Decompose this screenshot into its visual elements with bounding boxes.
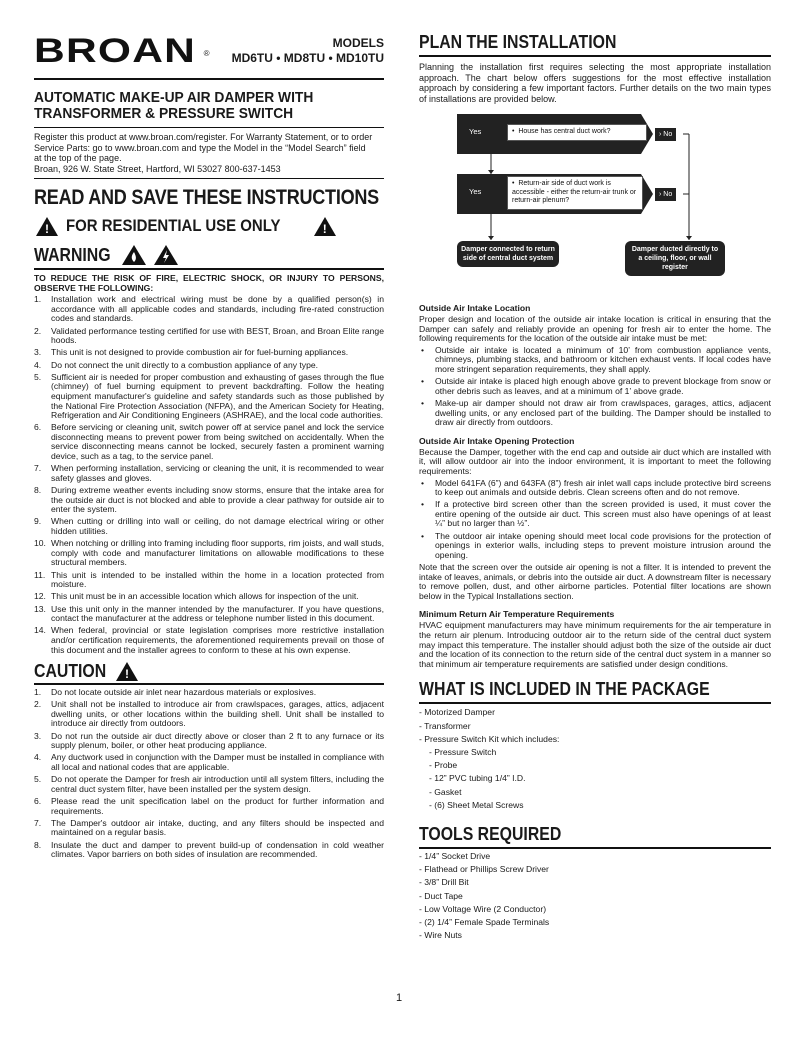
electric-shock-icon: [153, 244, 179, 266]
intake-protection-body: Because the Damper, together with the end cap and outside air duct which are installed with it, will allow outdoor air into the indoor environment, it is important to meet the following requirements:: [419, 446, 771, 476]
item-number: 7.: [34, 463, 42, 474]
item-text: Validated performance testing certified for use with BEST, Broan, and Broan Elite range hoods.: [51, 325, 384, 346]
models-list: MD6TU • MD8TU • MD10TU: [231, 51, 384, 65]
list-item: - Pressure Switch: [429, 746, 497, 757]
header: [34, 32, 384, 72]
tools-list: [419, 850, 771, 942]
logo-text: BROAN: [34, 32, 197, 70]
item-number: 6.: [34, 422, 42, 433]
intake-location-title: Outside Air Intake Location: [419, 303, 531, 313]
item-number: 14.: [34, 625, 46, 636]
installation-flowchart: [419, 112, 771, 302]
item-number: 3.: [34, 730, 42, 741]
item-number: 4.: [34, 359, 42, 370]
flow-result-direct-register: Damper ducted directly to a ceiling, floor, or wall register: [625, 241, 725, 276]
list-item: [34, 797, 384, 816]
list-item: [34, 626, 384, 655]
item-number: 9.: [34, 516, 42, 527]
list-item: [34, 464, 384, 483]
register-info: [34, 132, 384, 174]
item-text: When federal, provincial or state legislation comprises more restrictive installation and/or certification requirements, the aforementioned requirements prevail on those of this document and the installer agrees to conform to these at his own expense.: [51, 625, 384, 655]
intake-protection-note: Note that the screen over the outside air opening is not a filter. It is intended to prevent the intake of leaves, animals, or debris into the outside air duct. A downstream filter is necessary to remove pollen, dust, and other airborne particles. Potential filter locations are shown below in the Typical Installations section.: [419, 562, 771, 601]
models-block: [232, 36, 384, 66]
package-list: [419, 706, 771, 812]
list-item: - Pressure Switch Kit which includes:: [419, 733, 560, 744]
list-item: - Motorized Damper: [419, 707, 495, 718]
flow-question-1-text: House has central duct work?: [518, 128, 611, 135]
list-item: [34, 732, 384, 751]
item-number: 6.: [34, 796, 42, 806]
warning-rule: [34, 268, 384, 270]
item-text: Before servicing or cleaning unit, switch power off at service panel and lock the service disconnecting means to prevent power from being switched on accidentally. When the service disconnecting means cannot be locked, securely fasten a prominent warning device, such as a tag, to the service panel.: [51, 422, 384, 462]
list-item: - Duct Tape: [419, 890, 463, 901]
list-item: - (6) Sheet Metal Screws: [429, 799, 524, 810]
flow-no-2: › No: [655, 188, 676, 201]
plan-title: PLAN THE INSTALLATION: [419, 32, 617, 52]
list-item: [34, 775, 384, 794]
flow-no-1: › No: [655, 128, 676, 141]
flow-yes-2: Yes: [469, 187, 482, 196]
logo-mark: ®: [203, 48, 210, 58]
register-line3: at the top of the page.: [34, 153, 122, 163]
divider: [34, 178, 384, 179]
list-item: [34, 295, 384, 324]
list-item: [34, 592, 384, 602]
brand-logo: [34, 34, 210, 68]
caution-rule: [34, 683, 384, 685]
item-text: Use this unit only in the manner intended by the manufacturer. If you have questions, contact the manufacturer at the address or telephone number listed in this document.: [51, 603, 384, 624]
right-column: [419, 32, 771, 942]
list-item: [34, 348, 384, 358]
item-text: When cutting or drilling into wall or ceiling, do not damage electrical wiring or other hidden utilities.: [51, 516, 384, 536]
flow-no-1-text: No: [663, 131, 673, 138]
item-text: Insulate the duct and damper to prevent build-up of condensation in cold weather climates. Vapor barriers on both sides of insulation are recommended.: [51, 839, 384, 860]
list-item: [34, 327, 384, 346]
read-save-heading: READ AND SAVE THESE INSTRUCTIONS: [34, 186, 379, 209]
item-text: Do not run the outside air duct directly above or closer than 2 ft to any furnace or its supply plenum, boiler, or other heat producing appliance.: [51, 730, 384, 751]
intake-protection-list: [419, 479, 771, 561]
bullet-item: • Model 641FA (6”) and 643FA (8”) fresh air inlet wall caps include protective bird screens to keep out animals and outside debris. Clean screens often and do not remove.: [419, 479, 771, 498]
item-text: Please read the unit specification label on the product for further information and requirements.: [51, 796, 384, 816]
left-column: [34, 32, 384, 862]
residential-heading: FOR RESIDENTIAL USE ONLY: [66, 216, 281, 235]
item-number: 5.: [34, 774, 42, 785]
list-item: [34, 753, 384, 772]
item-text: The Damper's outdoor air intake, ducting, and any filters should be inspected and maintained on a regular basis.: [51, 817, 384, 838]
package-rule: [419, 702, 771, 704]
warning-triangle-icon: [116, 662, 138, 681]
item-text: Do not locate outside air inlet near hazardous materials or explosives.: [51, 687, 317, 698]
return-temp-title: Minimum Return Air Temperature Requirements: [419, 609, 615, 620]
warning-header: [34, 244, 384, 266]
bullet-item: • If a protective bird screen other than the screen provided is used, it must cover the entire opening of the outside air duct. This screen must also have openings of at least ¼” but no larger than ½”.: [419, 500, 771, 529]
tools-title: TOOLS REQUIRED: [419, 824, 562, 844]
return-temp-body: HVAC equipment manufacturers may have minimum requirements for the air temperature in the return air plenum. Introducing outdoor air to the return side of the central duct system may impact this temperature. The installer should adjust both the size of the outside air duct and the location of its connection to the return side of the central duct system in a manner so that minimum air temperature requirements are satisfied under design conditions.: [419, 620, 771, 669]
list-item: [34, 486, 384, 515]
item-text: Installation work and electrical wiring must be done by a qualified person(s) in accordance with all applicable codes and standards, including fire-rated construction codes and standards.: [51, 294, 384, 324]
intake-location-body: Proper design and location of the outside air intake location is critical in ensuring that the Damper can safely and reliably provide an opening for fresh air to enter the home. The following requirements for the location of the outside air intake must be met:: [419, 314, 771, 344]
plan-intro: Planning the installation first requires selecting the most appropriate installation approach. The chart below offers suggestions for the most effective installation approach by considering a few important factors. Further details on the two main types of installations are provided below.: [419, 62, 771, 104]
register-line1: Register this product at www.broan.com/register. For Warranty Statement, or to order: [34, 132, 373, 142]
warning-triangle-icon: [36, 217, 58, 236]
list-item: [34, 819, 384, 838]
item-text: Sufficient air is needed for proper combustion and exhausting of gases through the flue (chimney) of fuel burning equipment to prevent backdrafting. Follow the heating equipment manufacturer's guideline and safety standards such as those published by the National Fire Protection Association (NFPA), and the American Society for Heating, Refrigeration and Air Conditioning Engineers (ASHRAE), and the local code authorities.: [51, 371, 384, 421]
item-number: 2.: [34, 325, 42, 336]
list-item: [34, 423, 384, 461]
item-number: 12.: [34, 591, 46, 602]
list-item: [34, 373, 384, 421]
package-title: WHAT IS INCLUDED IN THE PACKAGE: [419, 679, 710, 700]
list-item: - Wire Nuts: [419, 930, 462, 941]
list-item: - 3/8” Drill Bit: [419, 877, 469, 888]
list-item: [34, 539, 384, 568]
list-item: [34, 841, 384, 860]
list-item: - 12” PVC tubing 1/4” I.D.: [429, 773, 526, 784]
models-label: MODELS: [332, 36, 384, 50]
flow-no-2-text: No: [663, 191, 673, 198]
item-number: 13.: [34, 603, 46, 614]
item-text: This unit is not designed to provide combustion air for fuel-burning appliances.: [51, 347, 349, 358]
flow-result-return-side: Damper connected to return side of central duct system: [457, 241, 559, 267]
caution-list: [34, 688, 384, 860]
product-title-line2: TRANSFORMER & PRESSURE SWITCH: [34, 105, 294, 122]
warning-list: [34, 295, 384, 655]
list-item: - (2) 1/4” Female Spade Terminals: [419, 917, 550, 928]
flow-question-2: • Return-air side of duct work is accessible - either the return-air trunk or return-air plenum?: [507, 176, 643, 210]
item-number: 3.: [34, 347, 42, 358]
item-number: 1.: [34, 687, 42, 698]
item-number: 4.: [34, 752, 42, 763]
list-item: - Low Voltage Wire (2 Conductor): [419, 903, 547, 914]
register-address: Broan, 926 W. State Street, Hartford, WI 53027 800-637-1453: [34, 163, 281, 174]
item-text: Do not operate the Damper for fresh air introduction until all system filters, including the central duct system filter, have been installed per the system design.: [51, 774, 384, 794]
list-item: [34, 571, 384, 590]
bullet-item: • Outside air intake is located a minimum of 10’ from combustion appliance vents, chimneys, plumbing stacks, and bathroom or kitchen exhaust vents. If local codes have more stringent separation requirements, they shall apply.: [419, 346, 771, 375]
page-number: 1: [396, 992, 403, 1004]
item-number: 8.: [34, 485, 42, 496]
flow-question-2-text: Return-air side of duct work is accessible - either the return-air trunk or return-air plenum?: [512, 180, 637, 204]
item-number: 1.: [34, 294, 42, 305]
list-item: - 1/4” Socket Drive: [419, 851, 491, 861]
item-text: This unit must be in an accessible location which allows for inspection of the unit.: [51, 591, 359, 602]
flow-yes-1: Yes: [469, 127, 482, 136]
list-item: [34, 688, 384, 698]
bullet-item: • The outdoor air intake opening should meet local code provisions for the protection of openings in exterior walls, including steps to prevent moisture intrusion around the opening.: [419, 532, 771, 561]
item-number: 2.: [34, 699, 42, 710]
intake-protection-title: Outside Air Intake Opening Protection: [419, 435, 575, 446]
item-text: Do not connect the unit directly to a combustion appliance of any type.: [51, 359, 319, 370]
list-item: [34, 605, 384, 624]
register-line2: Service Parts: go to www.broan.com and type the Model in the “Model Search” field: [34, 142, 366, 153]
divider: [34, 127, 384, 128]
product-title-line1: AUTOMATIC MAKE-UP AIR DAMPER WITH: [34, 89, 314, 106]
fire-icon: [121, 244, 147, 266]
item-text: Any ductwork used in conjunction with the Damper must be installed in compliance with all local and national codes that are applicable.: [51, 752, 384, 773]
caution-title: CAUTION: [34, 661, 107, 682]
item-number: 10.: [34, 538, 46, 549]
list-item: [34, 517, 384, 536]
item-text: When notching or drilling into framing including floor supports, rim joists, and wall studs, comply with code and manufacturer limitations on allowable modifications to these structural members.: [51, 538, 384, 568]
product-title: [34, 90, 356, 122]
warning-intro: TO REDUCE THE RISK OF FIRE, ELECTRIC SHOCK, OR INJURY TO PERSONS, OBSERVE THE FOLLOWING:: [34, 273, 384, 293]
header-rule: [34, 78, 384, 80]
item-number: 7.: [34, 817, 42, 828]
item-text: Unit shall not be installed to introduce air from crawlspaces, garages, attics, adjacent dwelling units, or other locations within the building shell. Unit shall be installed to introduce air directly from outdoors.: [51, 699, 384, 729]
residential-banner: [34, 216, 384, 236]
tools-rule: [419, 847, 771, 849]
list-item: - Probe: [429, 760, 458, 771]
bullet-item: • Outside air intake is placed high enough above grade to prevent blockage from snow or other debris such as leaves, and at a minimum of 1’ above grade.: [419, 377, 771, 396]
list-item: - Transformer: [419, 720, 471, 731]
list-item: - Gasket: [429, 786, 462, 797]
caution-header: [34, 661, 384, 681]
plan-rule: [419, 55, 771, 57]
list-item: [34, 700, 384, 729]
item-text: This unit is intended to be installed within the home in a location protected from moisture.: [51, 569, 384, 590]
item-number: 5.: [34, 371, 42, 382]
intake-location-list: [419, 346, 771, 428]
warning-triangle-icon: [314, 217, 336, 236]
warning-title: WARNING: [34, 245, 111, 265]
list-item: - Flathead or Phillips Screw Driver: [419, 864, 549, 875]
bullet-item: • Make-up air damper should not draw air from crawlspaces, garages, attics, adjacent dwelling units, or any enclosed part of the building. The Damper should be installed to draw air directly from outdoors.: [419, 399, 771, 428]
item-text: During extreme weather events including snow storms, ensure that the intake area for the outside air duct is not blocked and able to provide a clear pathway for outside air to enter the system.: [51, 485, 384, 515]
item-text: When performing installation, servicing or cleaning the unit, it is recommended to wear safety glasses and gloves.: [51, 463, 384, 483]
item-number: 8.: [34, 839, 42, 850]
list-item: [34, 361, 384, 371]
item-number: 11.: [34, 569, 46, 580]
flow-question-1: • House has central duct work?: [507, 124, 647, 141]
